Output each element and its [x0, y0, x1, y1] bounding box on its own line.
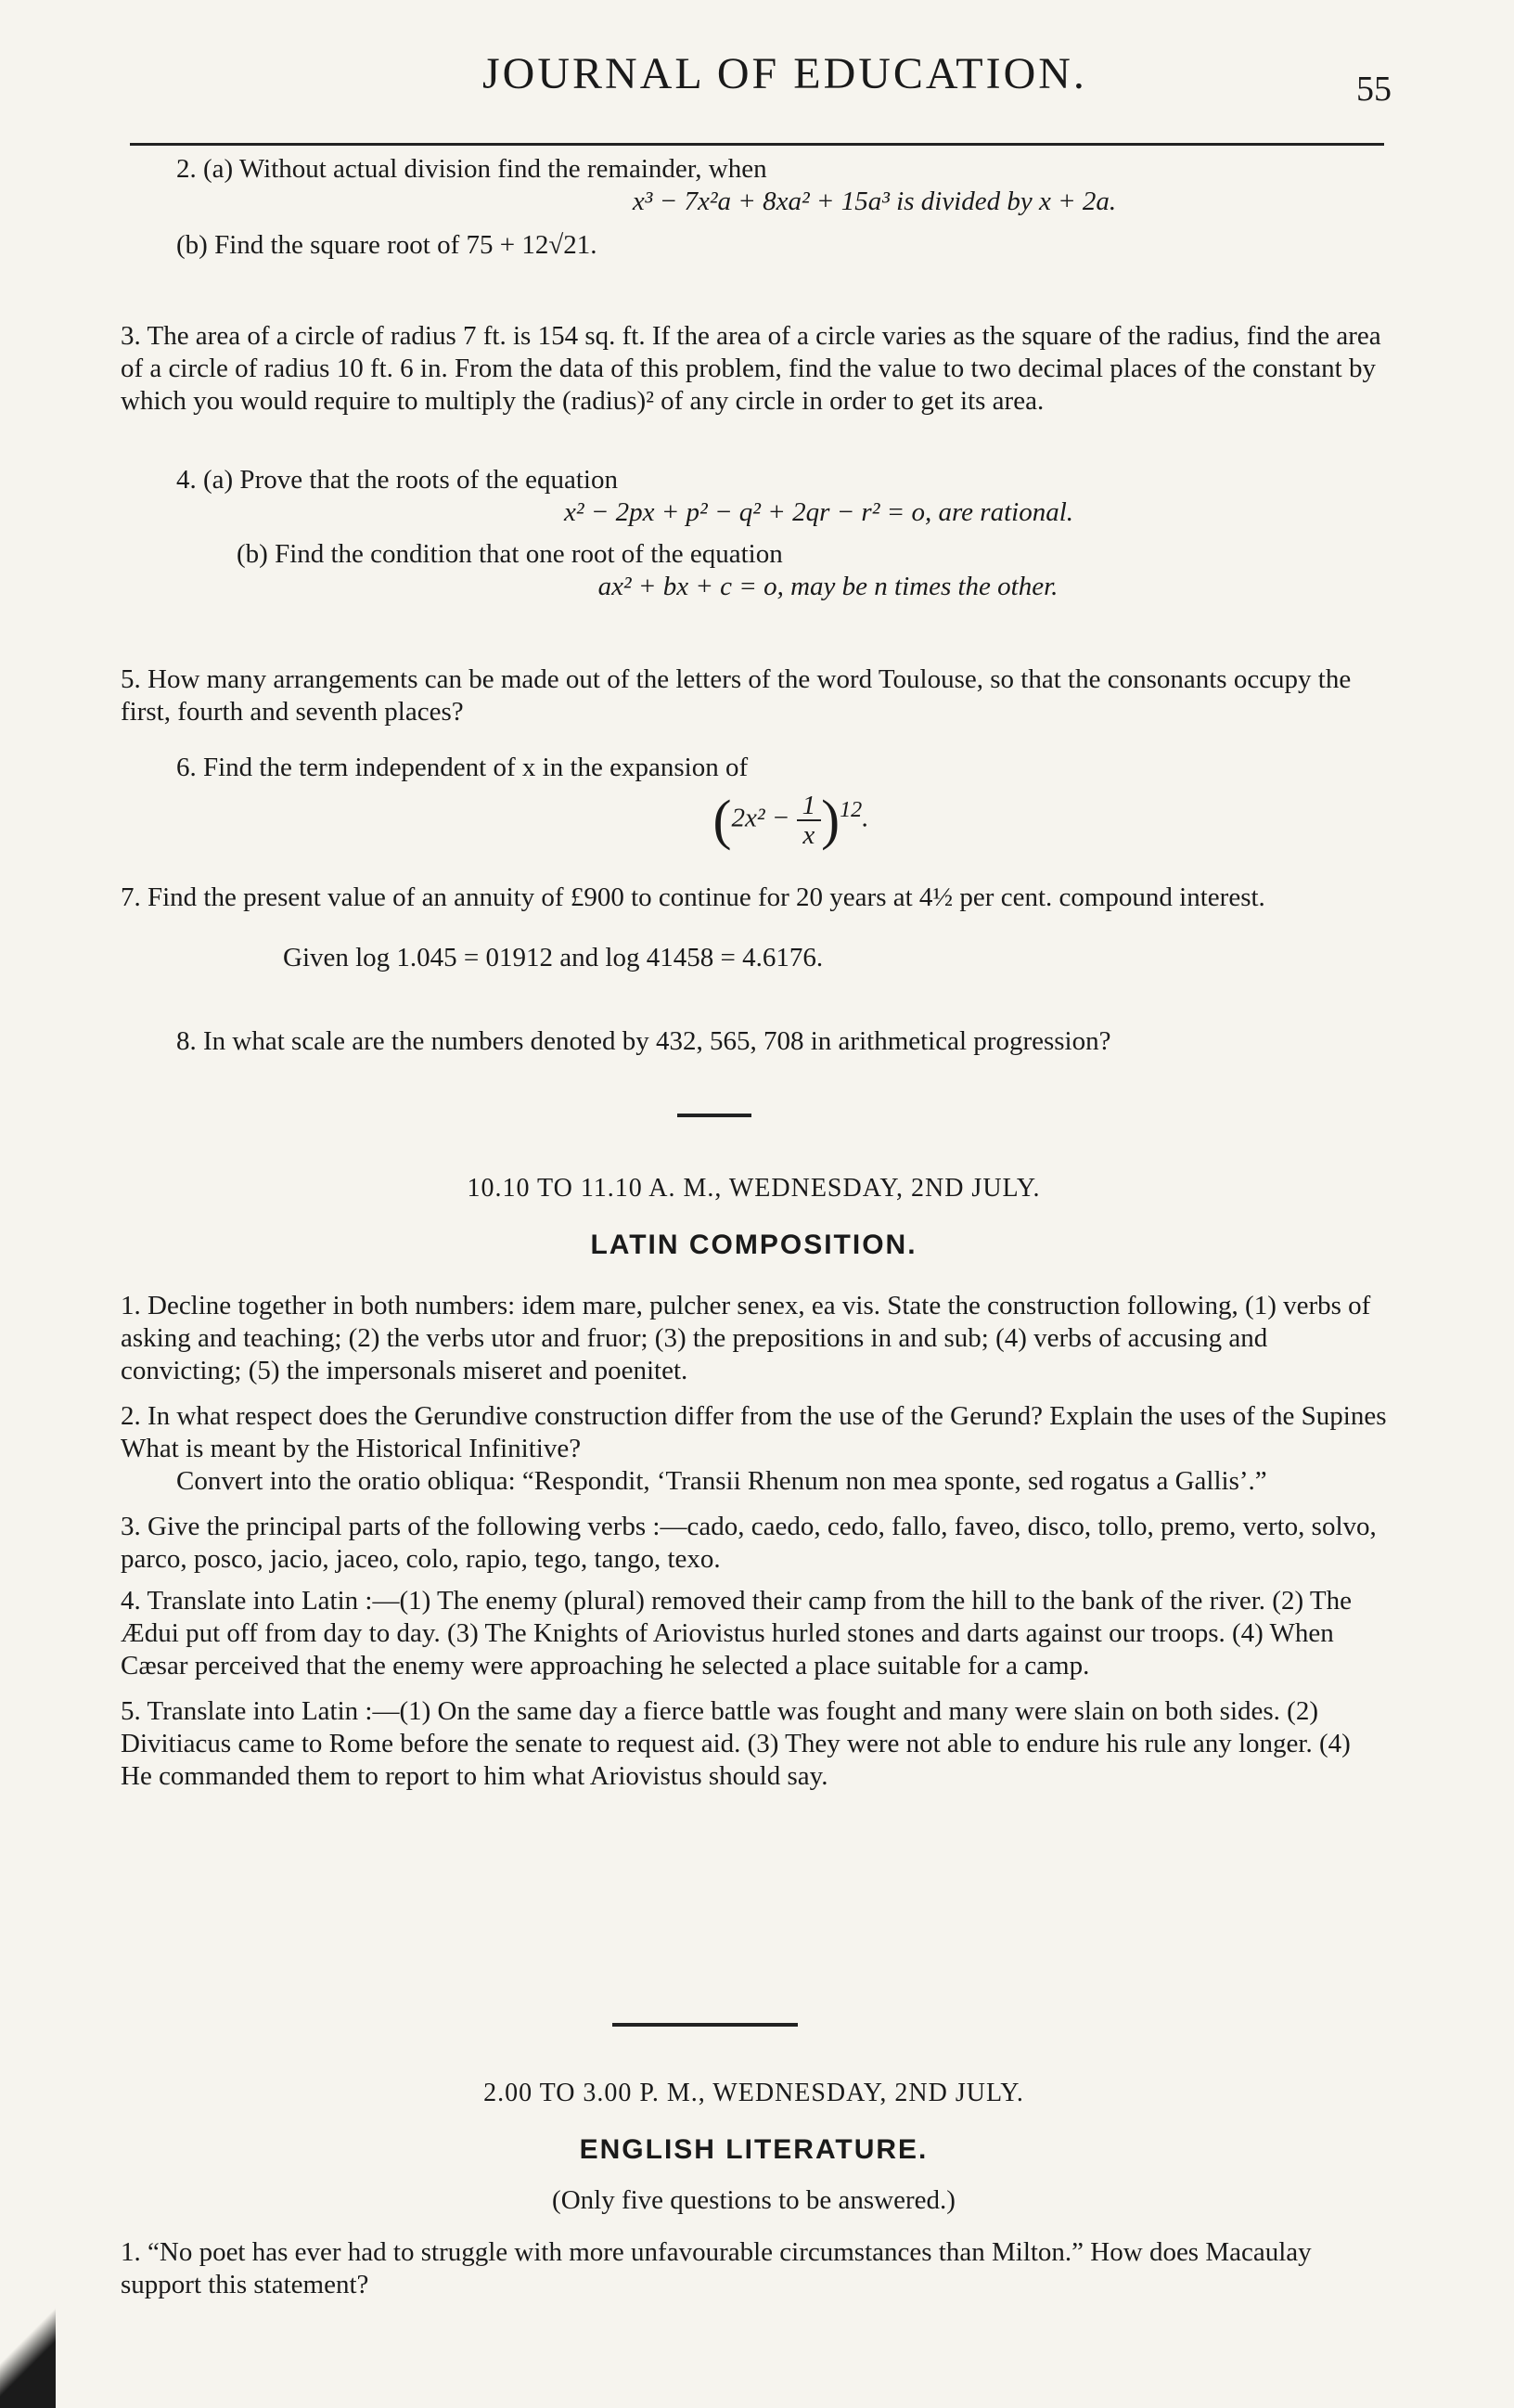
- question-7: [121, 882, 1387, 974]
- question-7-given: Given log 1.045 = 01912 and log 41458 = 4.6176.: [283, 943, 824, 972]
- question-6: [121, 752, 1387, 849]
- question-7-text: 7. Find the present value of an annuity of £900 to continue for 20 years at 4½ per cent. compound interest.: [121, 882, 1265, 912]
- question-6-formula-left: 2x² −: [731, 803, 790, 833]
- latin-question-2: 2. In what respect does the Gerundive construction differ from the use of the Gerund? Explain the uses of the Supines What is meant by the Historical Infinitive?: [121, 1401, 1387, 1463]
- fraction: [797, 792, 822, 849]
- binding-shadow: [0, 2297, 56, 2408]
- question-3-text: 3. The area of a circle of radius 7 ft. is 154 sq. ft. If the area of a circle varies as the square of the radius, find the area of a circle of radius 10 ft. 6 in. From the data of this problem, find the value to two decimal places of the constant by which you would require to multiply the (radius)² of any circle in order to get its area.: [121, 321, 1381, 416]
- page-number: 55: [1356, 70, 1392, 109]
- right-paren: ): [821, 789, 840, 851]
- latin-question-1: 1. Decline together in both numbers: idem mare, pulcher senex, ea vis. State the construction following, (1) verbs of asking and teaching; (2) the verbs utor and fruor; (3) the prepositions in and sub; (4) verbs of accusing and convicting; (5) the impersonals miseret and poenitet.: [121, 1291, 1371, 1385]
- question-6-exponent: 12: [840, 797, 863, 822]
- question-4: [121, 464, 1387, 603]
- question-2a-text: Without actual division find the remainder, when: [238, 154, 767, 184]
- english-questions: [121, 2236, 1387, 2301]
- journal-title: JOURNAL OF EDUCATION.: [482, 49, 1087, 98]
- question-3: [121, 320, 1387, 418]
- question-2a-label: 2. (a): [176, 154, 234, 184]
- question-4a-text: 4. (a) Prove that the roots of the equation: [176, 465, 618, 495]
- question-5: [121, 663, 1387, 728]
- latin-heading: LATIN COMPOSITION.: [590, 1230, 917, 1260]
- section-divider-2: [612, 2023, 798, 2027]
- latin-session-time: 10.10 TO 11.10 A. M., WEDNESDAY, 2ND JULY.: [467, 1174, 1041, 1203]
- latin-questions: [121, 1290, 1387, 1793]
- question-2b-text: (b) Find the square root of 75 + 12√21.: [176, 230, 597, 260]
- english-note: (Only five questions to be answered.): [552, 2185, 956, 2215]
- latin-question-3: 3. Give the principal parts of the following verbs :—cado, caedo, cedo, fallo, faveo, disco, tollo, premo, verto, solvo, parco, posco, jacio, jaceo, colo, rapio, tego, tango, texo.: [121, 1512, 1377, 1574]
- question-8: [121, 1025, 1387, 1058]
- fraction-denominator: x: [802, 820, 815, 850]
- left-paren: (: [712, 789, 732, 851]
- english-question-1: 1. “No poet has ever had to struggle with more unfavourable circumstances than Milton.” How does Macaulay support this statement?: [121, 2237, 1312, 2299]
- question-2: [121, 153, 1387, 262]
- latin-question-4: 4. Translate into Latin :—(1) The enemy (plural) removed their camp from the hill to the bank of the river. (2) The Ædui put off from day to day. (3) The Knights of Ariovistus hurled stones and darts against our troops. (4) When Cæsar perceived that the enemy were approaching he selected a place suitable for a camp.: [121, 1586, 1352, 1680]
- english-heading: ENGLISH LITERATURE.: [579, 2134, 929, 2165]
- latin-question-2b: Convert into the oratio obliqua: “Respondit, ‘Transii Rhenum non mea sponte, sed rogatus a Gallis’.”: [176, 1466, 1267, 1496]
- question-6-formula: (2x² − $\frac{1}{x}$ )$^{12}$.: [712, 789, 869, 851]
- fraction-numerator: 1: [797, 792, 822, 821]
- question-4a-formula: x² − 2px + p² − q² + 2qr − r² = o, are rational.: [563, 497, 1074, 527]
- question-2a-formula: x³ − 7x²a + 8xa² + 15a³ is divided by x + 2a.: [632, 187, 1117, 216]
- section-divider: [677, 1114, 751, 1117]
- question-5-text: 5. How many arrangements can be made out of the letters of the word Toulouse, so that the consonants occupy the first, fourth and seventh places?: [121, 664, 1352, 727]
- header-rule: [130, 143, 1384, 146]
- question-4b-formula: ax² + bx + c = o, may be n times the other.: [597, 572, 1059, 601]
- question-8-text: 8. In what scale are the numbers denoted by 432, 565, 708 in arithmetical progression?: [176, 1026, 1111, 1056]
- latin-question-5: 5. Translate into Latin :—(1) On the same day a fierce battle was fought and many were slain on both sides. (2) Divitiacus came to Rome before the senate to request aid. (3) They were not able to endure his rule any longer. (4) He commanded them to report to him what Ariovistus should say.: [121, 1696, 1351, 1791]
- question-4b-text: (b) Find the condition that one root of the equation: [237, 539, 783, 569]
- question-6-text: 6. Find the term independent of x in the expansion of: [176, 753, 749, 782]
- running-head: [130, 45, 1392, 109]
- english-session-time: 2.00 TO 3.00 P. M., WEDNESDAY, 2ND JULY.: [483, 2079, 1024, 2107]
